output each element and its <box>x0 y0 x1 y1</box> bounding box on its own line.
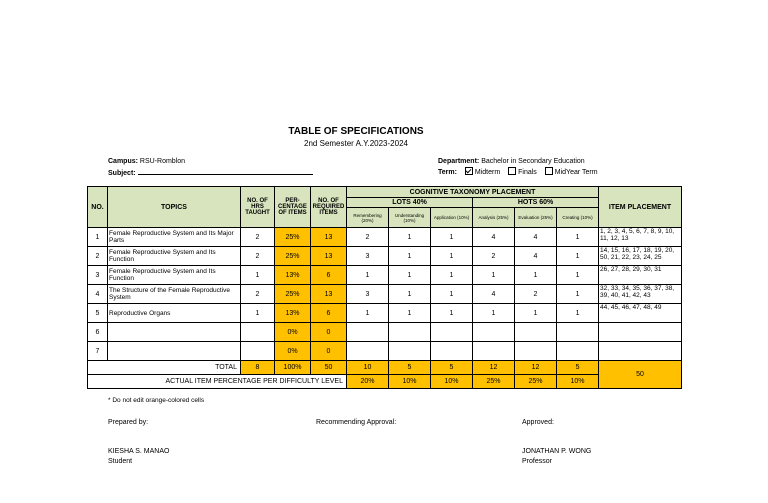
header-level: Understanding (10%) <box>389 208 431 228</box>
department-line <box>438 157 585 167</box>
row-level[interactable]: 1 <box>431 266 473 285</box>
header-lots: LOTS 40% <box>347 198 473 208</box>
header-cognitive: COGNITIVE TAXONOMY PLACEMENT <box>347 187 599 198</box>
term-label: Term: <box>438 169 457 176</box>
document-subtitle: 2nd Semester A.Y.2023-2024 <box>304 139 408 148</box>
row-level[interactable]: 1 <box>389 247 431 266</box>
row-hours[interactable]: 2 <box>241 228 275 247</box>
row-level[interactable]: 1 <box>557 247 599 266</box>
term-option-midterm: Midterm <box>474 169 501 176</box>
preparer-name: KIESHA S. MANAO <box>108 448 170 455</box>
approved-label: Approved: <box>522 419 554 426</box>
row-level[interactable]: 1 <box>557 285 599 304</box>
approver-role: Professor <box>522 458 552 465</box>
row-topic[interactable]: Female Reproductive System and Its Major Parts <box>108 228 241 247</box>
header-percentage: PER-CENTAGE OF ITEMS <box>275 187 311 228</box>
row-no: 7 <box>88 342 108 361</box>
row-topic[interactable]: Female Reproductive System and Its Function <box>108 247 241 266</box>
header-level: Creating (10%) <box>557 208 599 228</box>
row-level[interactable] <box>431 323 473 342</box>
row-level[interactable]: 3 <box>347 285 389 304</box>
row-level[interactable]: 1 <box>515 304 557 323</box>
row-no: 6 <box>88 323 108 342</box>
header-hots: HOTS 60% <box>473 198 599 208</box>
row-level[interactable] <box>515 342 557 361</box>
row-no: 2 <box>88 247 108 266</box>
row-level[interactable] <box>473 342 515 361</box>
actual-level: 25% <box>515 375 557 389</box>
row-hours[interactable]: 1 <box>241 304 275 323</box>
row-percentage: 25% <box>275 285 311 304</box>
row-hours[interactable]: 2 <box>241 285 275 304</box>
row-topic[interactable]: Reproductive Organs <box>108 304 241 323</box>
recommending-approval-label: Recommending Approval: <box>316 419 397 426</box>
table-row <box>88 285 682 304</box>
term-midterm-checkbox[interactable] <box>465 167 473 175</box>
header-level: Application (10%) <box>431 208 473 228</box>
campus-label: Campus: <box>108 158 138 165</box>
actual-level: 10% <box>557 375 599 389</box>
row-placement[interactable]: 32, 33, 34, 35, 36, 37, 38, 39, 40, 41, 42, 43 <box>599 285 682 304</box>
campus-value: RSU-Romblon <box>139 158 186 165</box>
header-level: Remembering (20%) <box>347 208 389 228</box>
row-items: 13 <box>311 247 347 266</box>
term-midyear-checkbox[interactable] <box>545 167 553 175</box>
table-row <box>88 228 682 247</box>
row-items: 0 <box>311 342 347 361</box>
specifications-table <box>87 186 682 389</box>
actual-level: 25% <box>473 375 515 389</box>
row-hours[interactable] <box>241 323 275 342</box>
row-topic[interactable]: Female Reproductive System and Its Function <box>108 266 241 285</box>
subject-label: Subject: <box>108 170 136 177</box>
actual-level: 10% <box>431 375 473 389</box>
prepared-by-label: Prepared by: <box>108 419 149 426</box>
row-level[interactable]: 4 <box>473 285 515 304</box>
row-level[interactable] <box>557 342 599 361</box>
row-level[interactable] <box>473 323 515 342</box>
row-level[interactable]: 1 <box>473 304 515 323</box>
row-no: 5 <box>88 304 108 323</box>
row-level[interactable]: 2 <box>347 228 389 247</box>
row-no: 1 <box>88 228 108 247</box>
row-hours[interactable]: 1 <box>241 266 275 285</box>
row-percentage: 0% <box>275 323 311 342</box>
row-level[interactable]: 1 <box>389 304 431 323</box>
row-level[interactable]: 2 <box>515 285 557 304</box>
row-items: 13 <box>311 228 347 247</box>
campus-line <box>108 157 185 167</box>
actual-level: 10% <box>389 375 431 389</box>
subject-line <box>108 167 313 179</box>
header-level: Analysis (25%) <box>473 208 515 228</box>
row-topic[interactable] <box>108 342 241 361</box>
row-level[interactable]: 1 <box>389 266 431 285</box>
row-level[interactable] <box>389 323 431 342</box>
preparer-block <box>108 447 169 467</box>
row-placement[interactable]: 14, 15, 16, 17, 18, 19, 20, 50, 21, 22, 23, 24, 25 <box>599 247 682 266</box>
table-row <box>88 304 682 323</box>
total-level: 10 <box>347 361 389 375</box>
row-level[interactable]: 4 <box>515 228 557 247</box>
row-level[interactable] <box>515 323 557 342</box>
term-line <box>438 167 598 178</box>
total-label: TOTAL <box>88 361 241 375</box>
row-topic[interactable]: The Structure of the Female Reproductive System <box>108 285 241 304</box>
row-level[interactable]: 1 <box>347 266 389 285</box>
header-item-placement: ITEM PLACEMENT <box>599 187 682 228</box>
row-level[interactable] <box>347 323 389 342</box>
actual-level: 20% <box>347 375 389 389</box>
row-placement[interactable]: 1, 2, 3, 4, 5, 6, 7, 8, 9, 10, 11, 12, 13 <box>599 228 682 247</box>
actual-percentage-row <box>88 375 682 389</box>
row-level[interactable]: 1 <box>515 266 557 285</box>
row-percentage: 25% <box>275 247 311 266</box>
total-level: 5 <box>557 361 599 375</box>
row-level[interactable]: 1 <box>557 228 599 247</box>
department-label: Department: <box>438 158 480 165</box>
row-level[interactable] <box>557 323 599 342</box>
row-level[interactable]: 1 <box>431 247 473 266</box>
actual-label: ACTUAL ITEM PERCENTAGE PER DIFFICULTY LEVEL <box>88 375 347 389</box>
total-hours: 8 <box>241 361 275 375</box>
table-row <box>88 266 682 285</box>
row-placement[interactable] <box>599 323 682 342</box>
row-topic[interactable] <box>108 323 241 342</box>
row-level[interactable]: 1 <box>431 304 473 323</box>
row-level[interactable]: 1 <box>347 304 389 323</box>
row-hours[interactable]: 2 <box>241 247 275 266</box>
row-level[interactable]: 3 <box>347 247 389 266</box>
row-percentage: 13% <box>275 304 311 323</box>
approver-block <box>522 447 591 467</box>
term-option-midyear: MidYear Term <box>554 169 598 176</box>
table-row <box>88 247 682 266</box>
row-level[interactable]: 1 <box>557 304 599 323</box>
approver-name: JONATHAN P. WONG <box>522 448 592 455</box>
total-row <box>88 361 682 375</box>
row-level[interactable]: 1 <box>389 228 431 247</box>
row-level[interactable]: 1 <box>389 285 431 304</box>
preparer-role: Student <box>108 458 133 465</box>
row-placement[interactable]: 44, 45, 46, 47, 48, 49 <box>599 304 682 323</box>
row-placement[interactable] <box>599 342 682 361</box>
row-level[interactable]: 1 <box>431 285 473 304</box>
row-no: 4 <box>88 285 108 304</box>
header-hours: NO. OF HRS TAUGHT <box>241 187 275 228</box>
total-placement: 50 <box>599 361 682 389</box>
row-items: 6 <box>311 304 347 323</box>
header-no: NO. <box>88 187 108 228</box>
row-placement[interactable]: 26, 27, 28, 29, 30, 31 <box>599 266 682 285</box>
row-level[interactable]: 2 <box>473 247 515 266</box>
row-level[interactable] <box>431 342 473 361</box>
row-level[interactable]: 4 <box>473 228 515 247</box>
row-percentage: 0% <box>275 342 311 361</box>
row-level[interactable] <box>389 342 431 361</box>
row-level[interactable]: 1 <box>431 228 473 247</box>
row-level[interactable]: 1 <box>557 266 599 285</box>
row-items: 13 <box>311 285 347 304</box>
department-value: Bachelor in Secondary Education <box>481 158 585 165</box>
row-items: 0 <box>311 323 347 342</box>
table-row <box>88 323 682 342</box>
term-option-finals: Finals <box>518 169 537 176</box>
term-finals-checkbox[interactable] <box>508 167 516 175</box>
row-level[interactable] <box>347 342 389 361</box>
row-level[interactable]: 1 <box>473 266 515 285</box>
total-items: 50 <box>311 361 347 375</box>
header-level: Evaluation (25%) <box>515 208 557 228</box>
table-row <box>88 342 682 361</box>
row-percentage: 13% <box>275 266 311 285</box>
row-hours[interactable] <box>241 342 275 361</box>
total-percentage: 100% <box>275 361 311 375</box>
orange-cells-note: * Do not edit orange-colored cells <box>108 397 205 404</box>
total-level: 12 <box>473 361 515 375</box>
row-no: 3 <box>88 266 108 285</box>
row-items: 6 <box>311 266 347 285</box>
total-level: 12 <box>515 361 557 375</box>
total-level: 5 <box>431 361 473 375</box>
row-percentage: 25% <box>275 228 311 247</box>
subject-field[interactable] <box>138 167 313 175</box>
total-level: 5 <box>389 361 431 375</box>
document-title: TABLE OF SPECIFICATIONS <box>288 126 424 137</box>
header-required-items: NO. OF REQUIRED ITEMS <box>311 187 347 228</box>
header-topics: TOPICS <box>108 187 241 228</box>
row-level[interactable]: 4 <box>515 247 557 266</box>
